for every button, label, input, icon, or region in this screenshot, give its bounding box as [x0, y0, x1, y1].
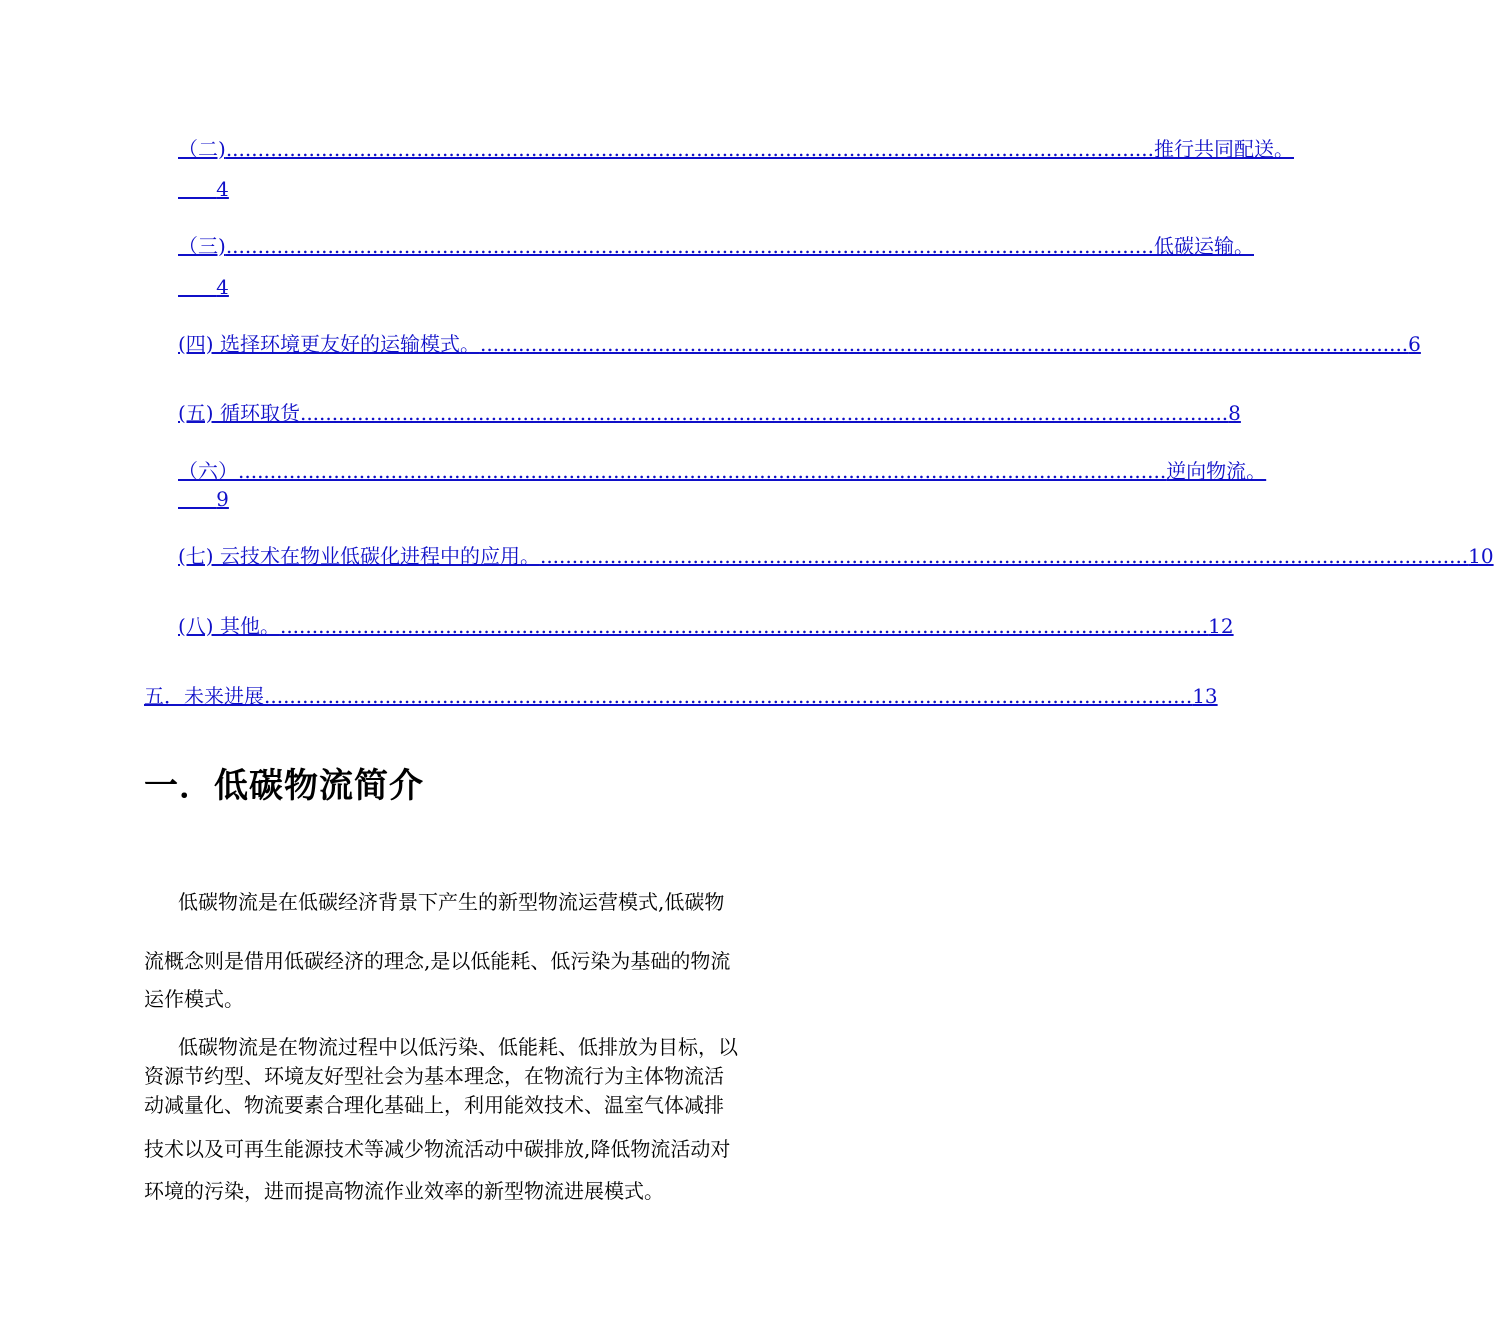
toc-entry-title: (八) 其他。: [178, 614, 280, 638]
toc-entry-7[interactable]: [178, 543, 1494, 569]
toc-entry-tail: 推行共同配送。: [1154, 137, 1294, 161]
toc-page-number: 10: [1468, 544, 1494, 568]
toc-entry-chapter-5[interactable]: [144, 683, 1218, 709]
toc-page-number: 13: [1192, 684, 1218, 708]
toc-entry-6[interactable]: [178, 458, 1267, 484]
toc-page-number: 12: [1208, 614, 1234, 638]
toc-entry-title: （三): [178, 234, 226, 258]
toc-entry-3[interactable]: [178, 233, 1254, 259]
toc-entry-2[interactable]: [178, 136, 1294, 162]
toc-leader-dots: ..................................................................................................................................................: [238, 459, 1167, 483]
paragraph-line: 流概念则是借用低碳经济的理念,是以低能耗、低污染为基础的物流: [144, 949, 731, 973]
toc-entry-8[interactable]: [178, 613, 1234, 639]
paragraph-line: 运作模式。: [144, 987, 244, 1011]
toc-entry-4[interactable]: [178, 331, 1421, 357]
toc-leader-dots: ..................................................................................................................................................: [279, 614, 1209, 638]
paragraph-line: 技术以及可再生能源技术等减少物流活动中碳排放,降低物流活动对: [144, 1137, 731, 1161]
toc-entry-title: 五．未来进展: [144, 684, 264, 708]
toc-leader-dots: ..................................................................................................................................................: [479, 332, 1409, 356]
paragraph-line: 低碳物流是在低碳经济背景下产生的新型物流运营模式,低碳物: [178, 890, 725, 914]
paragraph-line: 动减量化、物流要素合理化基础上，利用能效技术、温室气体减排: [144, 1093, 724, 1117]
paragraph-line: 环境的污染，进而提高物流作业效率的新型物流进展模式。: [144, 1179, 664, 1203]
paragraph-line: 资源节约型、环境友好型社会为基本理念，在物流行为主体物流活: [144, 1064, 724, 1088]
toc-entry-title: （六）: [178, 459, 238, 483]
toc-page-number[interactable]: 4: [216, 177, 229, 201]
section-heading: 一．低碳物流简介: [144, 766, 424, 806]
toc-leader-dots: ..................................................................................................................................................: [539, 544, 1469, 568]
toc-page-number: 8: [1228, 401, 1241, 425]
toc-entry-title: (四) 选择环境更友好的运输模式。: [178, 332, 480, 356]
paragraph-line: 低碳物流是在物流过程中以低污染、低能耗、低排放为目标，以: [178, 1035, 738, 1059]
toc-entry-tail: 逆向物流。: [1166, 459, 1267, 483]
toc-entry-title: (七) 云技术在物业低碳化进程中的应用。: [178, 544, 540, 568]
toc-entry-tail: 低碳运输。: [1154, 234, 1254, 258]
toc-leader-dots: ..................................................................................................................................................: [299, 401, 1229, 425]
toc-entry-title: (五) 循环取货: [178, 401, 300, 425]
toc-page-number[interactable]: 4: [216, 275, 229, 299]
toc-leader-dots: ..................................................................................................................................................: [225, 137, 1154, 161]
toc-entry-5[interactable]: [178, 400, 1241, 426]
toc-leader-dots: ..................................................................................................................................................: [225, 234, 1154, 258]
toc-leader-dots: ..................................................................................................................................................: [264, 684, 1193, 708]
toc-page-number: 6: [1408, 332, 1421, 356]
toc-page-number[interactable]: 9: [216, 487, 229, 511]
toc-entry-title: （二): [178, 137, 226, 161]
